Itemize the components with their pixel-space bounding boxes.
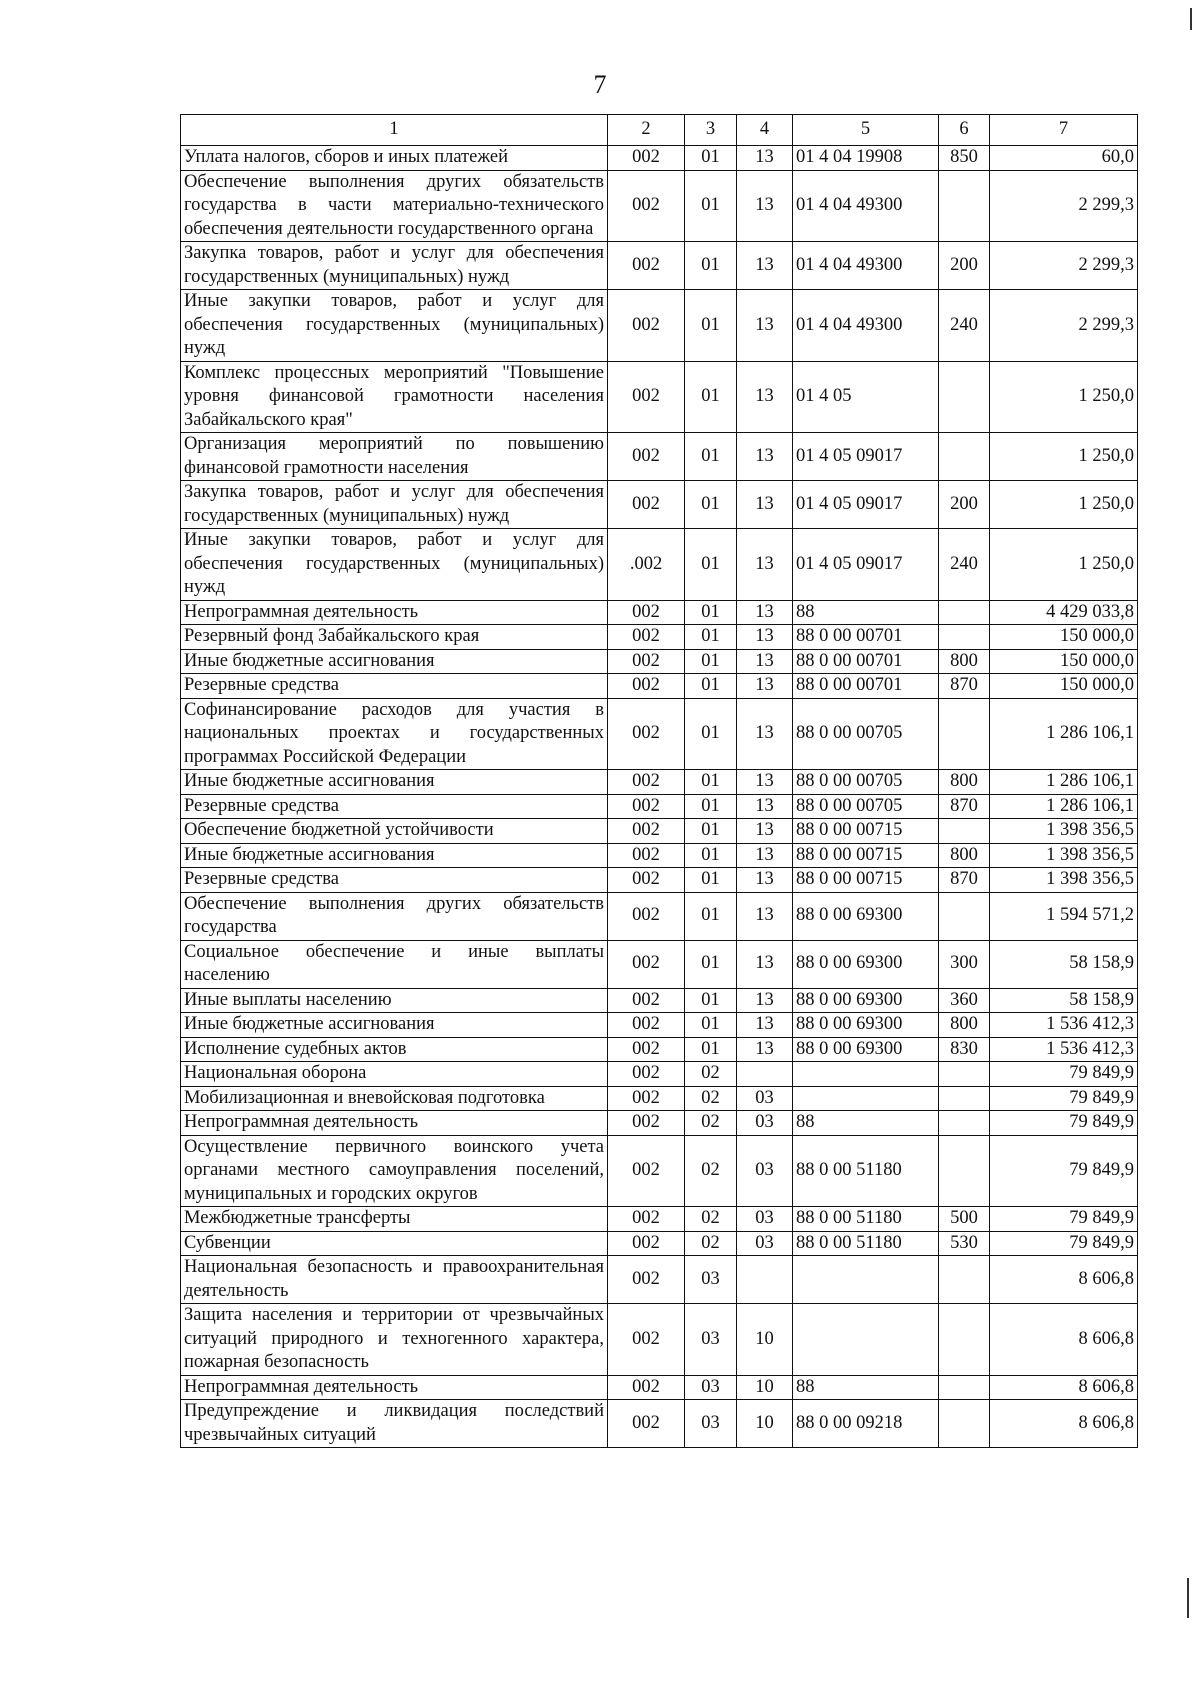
cell-section: 01	[685, 481, 737, 529]
cell-amount: 1 398 356,5	[990, 868, 1138, 893]
cell-target-article: 88 0 00 00715	[793, 843, 939, 868]
cell-subsection: 03	[737, 1135, 793, 1207]
cell-expense-type: 830	[939, 1037, 990, 1062]
cell-subsection: 13	[737, 649, 793, 674]
cell-subsection: 03	[737, 1111, 793, 1136]
cell-target-article: 88 0 00 51180	[793, 1135, 939, 1207]
cell-expense-type: 850	[939, 146, 990, 171]
cell-target-article: 88	[793, 1375, 939, 1400]
cell-section: 02	[685, 1062, 737, 1087]
cell-admin-code: 002	[608, 1207, 685, 1232]
cell-target-article: 01 4 04 19908	[793, 146, 939, 171]
table-row	[181, 1304, 1138, 1376]
page-number: 7	[593, 70, 607, 99]
cell-target-article: 01 4 05 09017	[793, 433, 939, 481]
cell-name: Социальное обеспечение и иные выплаты населению	[181, 940, 608, 988]
cell-subsection: 03	[737, 1207, 793, 1232]
cell-amount: 79 849,9	[990, 1207, 1138, 1232]
table-row	[181, 843, 1138, 868]
cell-expense-type: 530	[939, 1231, 990, 1256]
cell-expense-type	[939, 1304, 990, 1376]
cell-subsection: 13	[737, 170, 793, 242]
cell-section: 03	[685, 1400, 737, 1448]
table-row	[181, 1375, 1138, 1400]
cell-admin-code: 002	[608, 146, 685, 171]
column-header-7: 7	[990, 115, 1138, 146]
cell-subsection: 13	[737, 146, 793, 171]
cell-target-article	[793, 1062, 939, 1087]
cell-target-article: 88	[793, 1111, 939, 1136]
cell-name: Резервные средства	[181, 674, 608, 699]
cell-admin-code: 002	[608, 940, 685, 988]
cell-name: Обеспечение бюджетной устойчивости	[181, 819, 608, 844]
cell-amount: 1 250,0	[990, 433, 1138, 481]
cell-expense-type	[939, 892, 990, 940]
cell-admin-code: 002	[608, 290, 685, 362]
table-row	[181, 433, 1138, 481]
cell-amount: 2 299,3	[990, 242, 1138, 290]
cell-section: 01	[685, 290, 737, 362]
table-row	[181, 242, 1138, 290]
cell-section: 03	[685, 1375, 737, 1400]
cell-subsection: 13	[737, 988, 793, 1013]
cell-section: 01	[685, 625, 737, 650]
cell-section: 01	[685, 868, 737, 893]
cell-subsection: 13	[737, 290, 793, 362]
table-row	[181, 290, 1138, 362]
cell-expense-type	[939, 819, 990, 844]
cell-target-article: 88 0 00 51180	[793, 1207, 939, 1232]
table-row	[181, 1256, 1138, 1304]
cell-section: 01	[685, 1037, 737, 1062]
cell-expense-type	[939, 1135, 990, 1207]
cell-subsection: 13	[737, 481, 793, 529]
cell-target-article: 88 0 00 00705	[793, 770, 939, 795]
cell-expense-type	[939, 1086, 990, 1111]
cell-expense-type: 300	[939, 940, 990, 988]
cell-target-article: 88 0 00 00715	[793, 868, 939, 893]
cell-subsection	[737, 1062, 793, 1087]
cell-section: 01	[685, 674, 737, 699]
cell-admin-code: 002	[608, 988, 685, 1013]
table-row	[181, 819, 1138, 844]
cell-admin-code: 002	[608, 770, 685, 795]
cell-section: 01	[685, 843, 737, 868]
table-row	[181, 649, 1138, 674]
cell-subsection	[737, 1256, 793, 1304]
table-row	[181, 529, 1138, 601]
table-row	[181, 794, 1138, 819]
cell-amount: 8 606,8	[990, 1375, 1138, 1400]
cell-admin-code: .002	[608, 529, 685, 601]
cell-expense-type: 800	[939, 843, 990, 868]
cell-amount: 8 606,8	[990, 1400, 1138, 1448]
cell-subsection: 13	[737, 529, 793, 601]
cell-amount: 79 849,9	[990, 1231, 1138, 1256]
cell-target-article: 88 0 00 00701	[793, 674, 939, 699]
cell-name: Организация мероприятий по повышению финансовой грамотности населения	[181, 433, 608, 481]
cell-admin-code: 002	[608, 1135, 685, 1207]
cell-admin-code: 002	[608, 1111, 685, 1136]
cell-expense-type: 800	[939, 1013, 990, 1038]
cell-name: Софинансирование расходов для участия в национальных проектах и государственных программах Российской Федерации	[181, 698, 608, 770]
cell-section: 02	[685, 1086, 737, 1111]
cell-subsection: 13	[737, 242, 793, 290]
column-header-2: 2	[608, 115, 685, 146]
cell-name: Закупка товаров, работ и услуг для обеспечения государственных (муниципальных) нужд	[181, 481, 608, 529]
cell-expense-type	[939, 625, 990, 650]
cell-admin-code: 002	[608, 819, 685, 844]
cell-section: 01	[685, 819, 737, 844]
cell-expense-type	[939, 1400, 990, 1448]
cell-subsection: 03	[737, 1231, 793, 1256]
cell-amount: 2 299,3	[990, 170, 1138, 242]
table-header-row	[181, 115, 1138, 146]
table-row	[181, 988, 1138, 1013]
cell-section: 01	[685, 529, 737, 601]
cell-section: 01	[685, 1013, 737, 1038]
cell-name: Непрограммная деятельность	[181, 600, 608, 625]
cell-target-article: 88 0 00 00715	[793, 819, 939, 844]
cell-admin-code: 002	[608, 674, 685, 699]
cell-amount: 1 398 356,5	[990, 819, 1138, 844]
cell-amount: 1 536 412,3	[990, 1013, 1138, 1038]
cell-target-article: 01 4 04 49300	[793, 242, 939, 290]
cell-expense-type: 870	[939, 868, 990, 893]
cell-expense-type: 240	[939, 290, 990, 362]
cell-subsection: 13	[737, 625, 793, 650]
table-row	[181, 1086, 1138, 1111]
cell-section: 01	[685, 794, 737, 819]
cell-amount: 58 158,9	[990, 988, 1138, 1013]
cell-name: Исполнение судебных актов	[181, 1037, 608, 1062]
cell-amount: 79 849,9	[990, 1086, 1138, 1111]
cell-name: Резервный фонд Забайкальского края	[181, 625, 608, 650]
cell-name: Непрограммная деятельность	[181, 1375, 608, 1400]
cell-name: Национальная безопасность и правоохранительная деятельность	[181, 1256, 608, 1304]
cell-admin-code: 002	[608, 1256, 685, 1304]
cell-section: 02	[685, 1111, 737, 1136]
table-row	[181, 674, 1138, 699]
cell-amount: 1 250,0	[990, 481, 1138, 529]
cell-subsection: 13	[737, 433, 793, 481]
cell-admin-code: 002	[608, 481, 685, 529]
cell-target-article: 88 0 00 00701	[793, 649, 939, 674]
cell-expense-type	[939, 600, 990, 625]
table-row	[181, 1400, 1138, 1448]
cell-subsection: 13	[737, 770, 793, 795]
cell-target-article: 88 0 00 69300	[793, 892, 939, 940]
cell-section: 03	[685, 1304, 737, 1376]
cell-subsection: 13	[737, 843, 793, 868]
cell-section: 02	[685, 1207, 737, 1232]
table-row	[181, 1062, 1138, 1087]
table-row	[181, 600, 1138, 625]
cell-target-article: 88 0 00 00705	[793, 794, 939, 819]
cell-admin-code: 002	[608, 625, 685, 650]
table-row	[181, 1231, 1138, 1256]
cell-target-article: 88 0 00 51180	[793, 1231, 939, 1256]
cell-target-article: 01 4 04 49300	[793, 290, 939, 362]
cell-section: 01	[685, 892, 737, 940]
cell-target-article: 88 0 00 00701	[793, 625, 939, 650]
cell-amount: 60,0	[990, 146, 1138, 171]
cell-section: 02	[685, 1231, 737, 1256]
cell-admin-code: 002	[608, 242, 685, 290]
cell-name: Иные закупки товаров, работ и услуг для обеспечения государственных (муниципальных) нужд	[181, 290, 608, 362]
cell-target-article: 88 0 00 09218	[793, 1400, 939, 1448]
cell-amount: 150 000,0	[990, 625, 1138, 650]
cell-admin-code: 002	[608, 600, 685, 625]
cell-expense-type	[939, 361, 990, 433]
cell-admin-code: 002	[608, 1304, 685, 1376]
cell-expense-type	[939, 1256, 990, 1304]
cell-expense-type: 360	[939, 988, 990, 1013]
scan-mark	[1187, 1578, 1189, 1618]
cell-name: Осуществление первичного воинского учета органами местного самоуправления поселений, муниципальных и городских округов	[181, 1135, 608, 1207]
cell-section: 01	[685, 361, 737, 433]
cell-amount: 79 849,9	[990, 1062, 1138, 1087]
table-body	[181, 146, 1138, 1448]
cell-target-article: 88 0 00 69300	[793, 940, 939, 988]
cell-amount: 8 606,8	[990, 1256, 1138, 1304]
cell-expense-type: 870	[939, 794, 990, 819]
cell-admin-code: 002	[608, 649, 685, 674]
table-row	[181, 1037, 1138, 1062]
cell-name: Обеспечение выполнения других обязательств государства	[181, 892, 608, 940]
cell-target-article: 88 0 00 69300	[793, 988, 939, 1013]
table-row	[181, 770, 1138, 795]
cell-amount: 4 429 033,8	[990, 600, 1138, 625]
cell-subsection: 13	[737, 794, 793, 819]
cell-expense-type	[939, 1062, 990, 1087]
cell-expense-type	[939, 1111, 990, 1136]
cell-amount: 79 849,9	[990, 1135, 1138, 1207]
cell-admin-code: 002	[608, 1062, 685, 1087]
cell-name: Резервные средства	[181, 794, 608, 819]
table-row	[181, 1111, 1138, 1136]
cell-name: Межбюджетные трансферты	[181, 1207, 608, 1232]
cell-amount: 1 594 571,2	[990, 892, 1138, 940]
cell-target-article	[793, 1304, 939, 1376]
cell-amount: 8 606,8	[990, 1304, 1138, 1376]
cell-subsection: 13	[737, 600, 793, 625]
cell-name: Защита населения и территории от чрезвычайных ситуаций природного и техногенного характера, пожарная безопасность	[181, 1304, 608, 1376]
cell-subsection: 13	[737, 674, 793, 699]
cell-name: Комплекс процессных мероприятий "Повышение уровня финансовой грамотности населения Забайкальского края"	[181, 361, 608, 433]
cell-expense-type: 800	[939, 649, 990, 674]
cell-subsection: 13	[737, 940, 793, 988]
cell-subsection: 10	[737, 1400, 793, 1448]
cell-section: 01	[685, 940, 737, 988]
cell-name: Иные бюджетные ассигнования	[181, 1013, 608, 1038]
cell-expense-type	[939, 1375, 990, 1400]
table-row	[181, 940, 1138, 988]
cell-section: 01	[685, 146, 737, 171]
cell-section: 02	[685, 1135, 737, 1207]
table-row	[181, 361, 1138, 433]
column-header-1: 1	[181, 115, 608, 146]
cell-amount: 1 250,0	[990, 529, 1138, 601]
cell-expense-type: 200	[939, 242, 990, 290]
table-row	[181, 170, 1138, 242]
cell-name: Субвенции	[181, 1231, 608, 1256]
cell-subsection: 13	[737, 1037, 793, 1062]
cell-admin-code: 002	[608, 170, 685, 242]
table-row	[181, 481, 1138, 529]
cell-section: 01	[685, 242, 737, 290]
cell-section: 01	[685, 170, 737, 242]
cell-admin-code: 002	[608, 1400, 685, 1448]
cell-name: Резервные средства	[181, 868, 608, 893]
cell-section: 01	[685, 600, 737, 625]
cell-target-article: 88 0 00 69300	[793, 1013, 939, 1038]
cell-admin-code: 002	[608, 1037, 685, 1062]
cell-subsection: 13	[737, 819, 793, 844]
cell-target-article	[793, 1086, 939, 1111]
cell-expense-type	[939, 170, 990, 242]
cell-name: Иные бюджетные ассигнования	[181, 770, 608, 795]
cell-subsection: 03	[737, 1086, 793, 1111]
cell-expense-type: 500	[939, 1207, 990, 1232]
cell-subsection: 10	[737, 1375, 793, 1400]
cell-name: Непрограммная деятельность	[181, 1111, 608, 1136]
cell-expense-type	[939, 698, 990, 770]
budget-table	[180, 114, 1138, 1448]
cell-amount: 79 849,9	[990, 1111, 1138, 1136]
cell-amount: 58 158,9	[990, 940, 1138, 988]
table-row	[181, 892, 1138, 940]
cell-admin-code: 002	[608, 1375, 685, 1400]
column-header-3: 3	[685, 115, 737, 146]
cell-target-article: 88 0 00 69300	[793, 1037, 939, 1062]
cell-section: 03	[685, 1256, 737, 1304]
cell-name: Иные бюджетные ассигнования	[181, 843, 608, 868]
cell-amount: 150 000,0	[990, 674, 1138, 699]
cell-subsection: 13	[737, 868, 793, 893]
cell-amount: 2 299,3	[990, 290, 1138, 362]
cell-admin-code: 002	[608, 892, 685, 940]
cell-name: Мобилизационная и вневойсковая подготовка	[181, 1086, 608, 1111]
cell-subsection: 10	[737, 1304, 793, 1376]
cell-expense-type	[939, 433, 990, 481]
cell-admin-code: 002	[608, 698, 685, 770]
cell-admin-code: 002	[608, 794, 685, 819]
cell-section: 01	[685, 433, 737, 481]
column-header-6: 6	[939, 115, 990, 146]
cell-admin-code: 002	[608, 868, 685, 893]
cell-section: 01	[685, 649, 737, 674]
cell-expense-type: 870	[939, 674, 990, 699]
cell-subsection: 13	[737, 1013, 793, 1038]
cell-section: 01	[685, 988, 737, 1013]
cell-subsection: 13	[737, 892, 793, 940]
cell-amount: 1 250,0	[990, 361, 1138, 433]
cell-name: Иные закупки товаров, работ и услуг для обеспечения государственных (муниципальных) нужд	[181, 529, 608, 601]
cell-name: Закупка товаров, работ и услуг для обеспечения государственных (муниципальных) нужд	[181, 242, 608, 290]
cell-target-article: 01 4 05	[793, 361, 939, 433]
cell-name: Уплата налогов, сборов и иных платежей	[181, 146, 608, 171]
cell-admin-code: 002	[608, 1231, 685, 1256]
cell-amount: 1 536 412,3	[990, 1037, 1138, 1062]
cell-amount: 1 286 106,1	[990, 770, 1138, 795]
table-row	[181, 1013, 1138, 1038]
table-row	[181, 1207, 1138, 1232]
cell-target-article	[793, 1256, 939, 1304]
cell-name: Обеспечение выполнения других обязательств государства в части материально-технического обеспечения деятельности государственного органа	[181, 170, 608, 242]
cell-subsection: 13	[737, 361, 793, 433]
cell-target-article: 01 4 05 09017	[793, 481, 939, 529]
cell-admin-code: 002	[608, 843, 685, 868]
cell-amount: 1 398 356,5	[990, 843, 1138, 868]
cell-subsection: 13	[737, 698, 793, 770]
column-header-4: 4	[737, 115, 793, 146]
cell-target-article: 88 0 00 00705	[793, 698, 939, 770]
cell-expense-type: 200	[939, 481, 990, 529]
table-row	[181, 698, 1138, 770]
cell-section: 01	[685, 698, 737, 770]
cell-admin-code: 002	[608, 433, 685, 481]
table-row	[181, 868, 1138, 893]
cell-amount: 1 286 106,1	[990, 698, 1138, 770]
table-row	[181, 1135, 1138, 1207]
cell-name: Иные выплаты населению	[181, 988, 608, 1013]
cell-target-article: 01 4 05 09017	[793, 529, 939, 601]
cell-amount: 1 286 106,1	[990, 794, 1138, 819]
cell-name: Иные бюджетные ассигнования	[181, 649, 608, 674]
cell-expense-type: 800	[939, 770, 990, 795]
cell-amount: 150 000,0	[990, 649, 1138, 674]
table-row	[181, 146, 1138, 171]
cell-admin-code: 002	[608, 361, 685, 433]
cell-admin-code: 002	[608, 1086, 685, 1111]
cell-expense-type: 240	[939, 529, 990, 601]
cell-name: Предупреждение и ликвидация последствий чрезвычайных ситуаций	[181, 1400, 608, 1448]
cell-section: 01	[685, 770, 737, 795]
scan-mark	[1190, 8, 1192, 30]
cell-target-article: 88	[793, 600, 939, 625]
cell-admin-code: 002	[608, 1013, 685, 1038]
cell-name: Национальная оборона	[181, 1062, 608, 1087]
column-header-5: 5	[793, 115, 939, 146]
table-row	[181, 625, 1138, 650]
cell-target-article: 01 4 04 49300	[793, 170, 939, 242]
